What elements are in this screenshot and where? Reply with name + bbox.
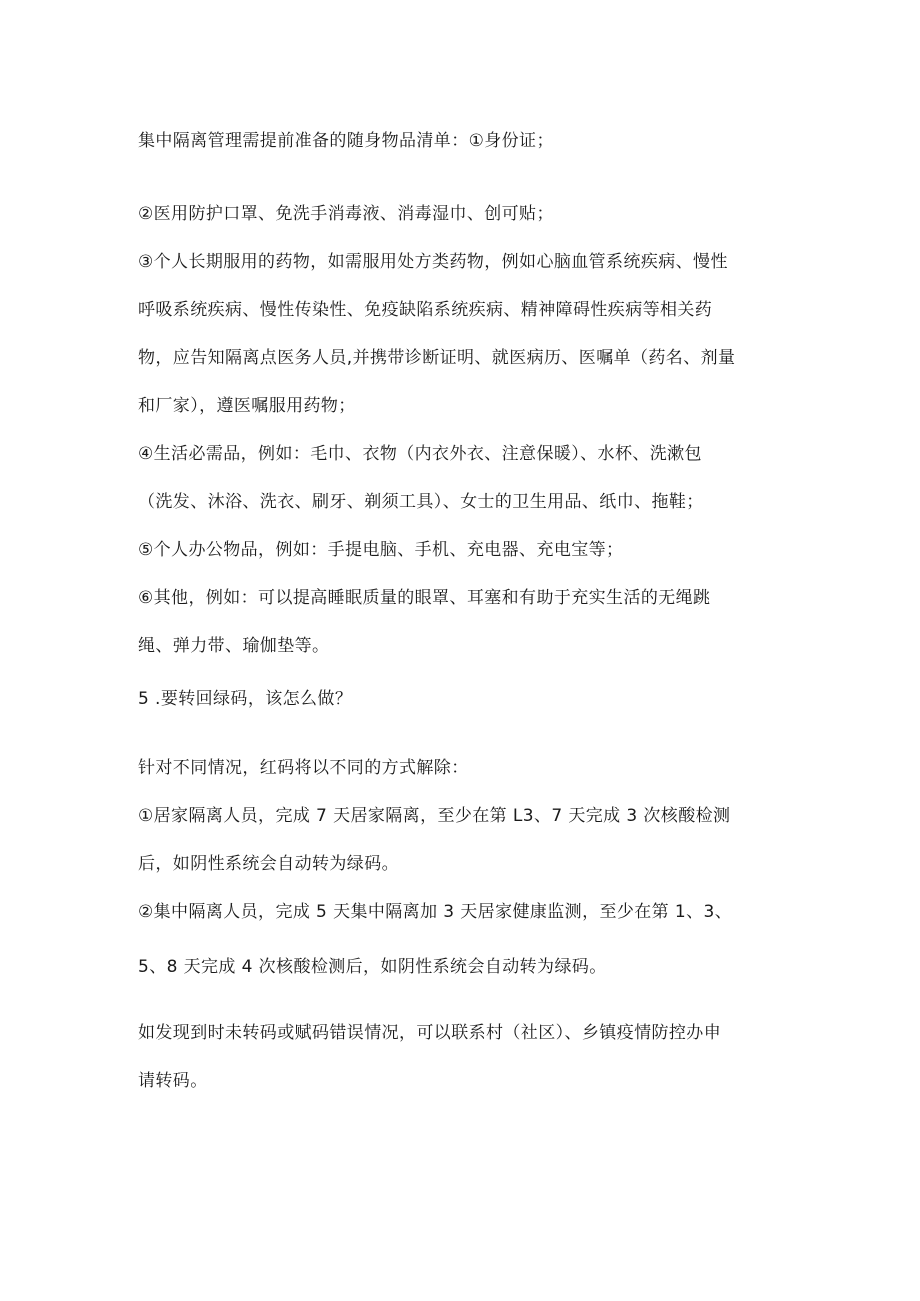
text-line-10: ⑥其他，例如：可以提高睡眠质量的眼罩、耳塞和有助于充实生活的无绳跳 xyxy=(138,588,711,608)
text-line-6: 和厂家），遵医嘱服用药物； xyxy=(138,396,356,416)
text-line-2: ②医用防护口罩、免洗手消毒液、消毒湿巾、创可贴； xyxy=(138,204,554,224)
text-line-7: ④生活必需品，例如：毛巾、衣物（内衣外衣、注意保暖）、水杯、洗漱包 xyxy=(138,444,702,464)
text-line-1: 集中隔离管理需提前准备的随身物品清单：①身份证； xyxy=(138,131,554,151)
text-line-14: 后，如阴性系统会自动转为绿码。 xyxy=(138,854,399,874)
text-line-12: 针对不同情况，红码将以不同的方式解除： xyxy=(138,758,469,778)
text-line-18: 请转码。 xyxy=(138,1071,208,1091)
text-line-16: 5、8 天完成 4 次核酸检测后，如阴性系统会自动转为绿码。 xyxy=(138,957,607,977)
text-line-8: （洗发、沐浴、洗衣、刷牙、剃须工具）、女士的卫生用品、纸巾、拖鞋； xyxy=(138,492,704,512)
text-line-15: ②集中隔离人员，完成 5 天集中隔离加 3 天居家健康监测，至少在第 1、3、 xyxy=(138,902,733,922)
text-line-4: 呼吸系统疾病、慢性传染性、免疫缺陷系统疾病、精神障碍性疾病等相关药 xyxy=(138,300,713,320)
text-line-17: 如发现到时未转码或赋码错误情况，可以联系村（社区）、乡镇疫情防控办申 xyxy=(138,1023,722,1043)
text-line-13: ①居家隔离人员，完成 7 天居家隔离，至少在第 L3、7 天完成 3 次核酸检测 xyxy=(138,806,731,826)
text-line-5: 物，应告知隔离点医务人员,并携带诊断证明、就医病历、医嘱单（药名、剂量 xyxy=(138,348,736,368)
text-line-9: ⑤个人办公物品，例如：手提电脑、手机、充电器、充电宝等； xyxy=(138,540,624,560)
text-line-11: 绳、弹力带、瑜伽垫等。 xyxy=(138,636,330,656)
text-line-3: ③个人长期服用的药物，如需服用处方类药物，例如心脑血管系统疾病、慢性 xyxy=(138,252,728,272)
section-heading: 5 .要转回绿码，该怎么做？ xyxy=(138,689,353,709)
